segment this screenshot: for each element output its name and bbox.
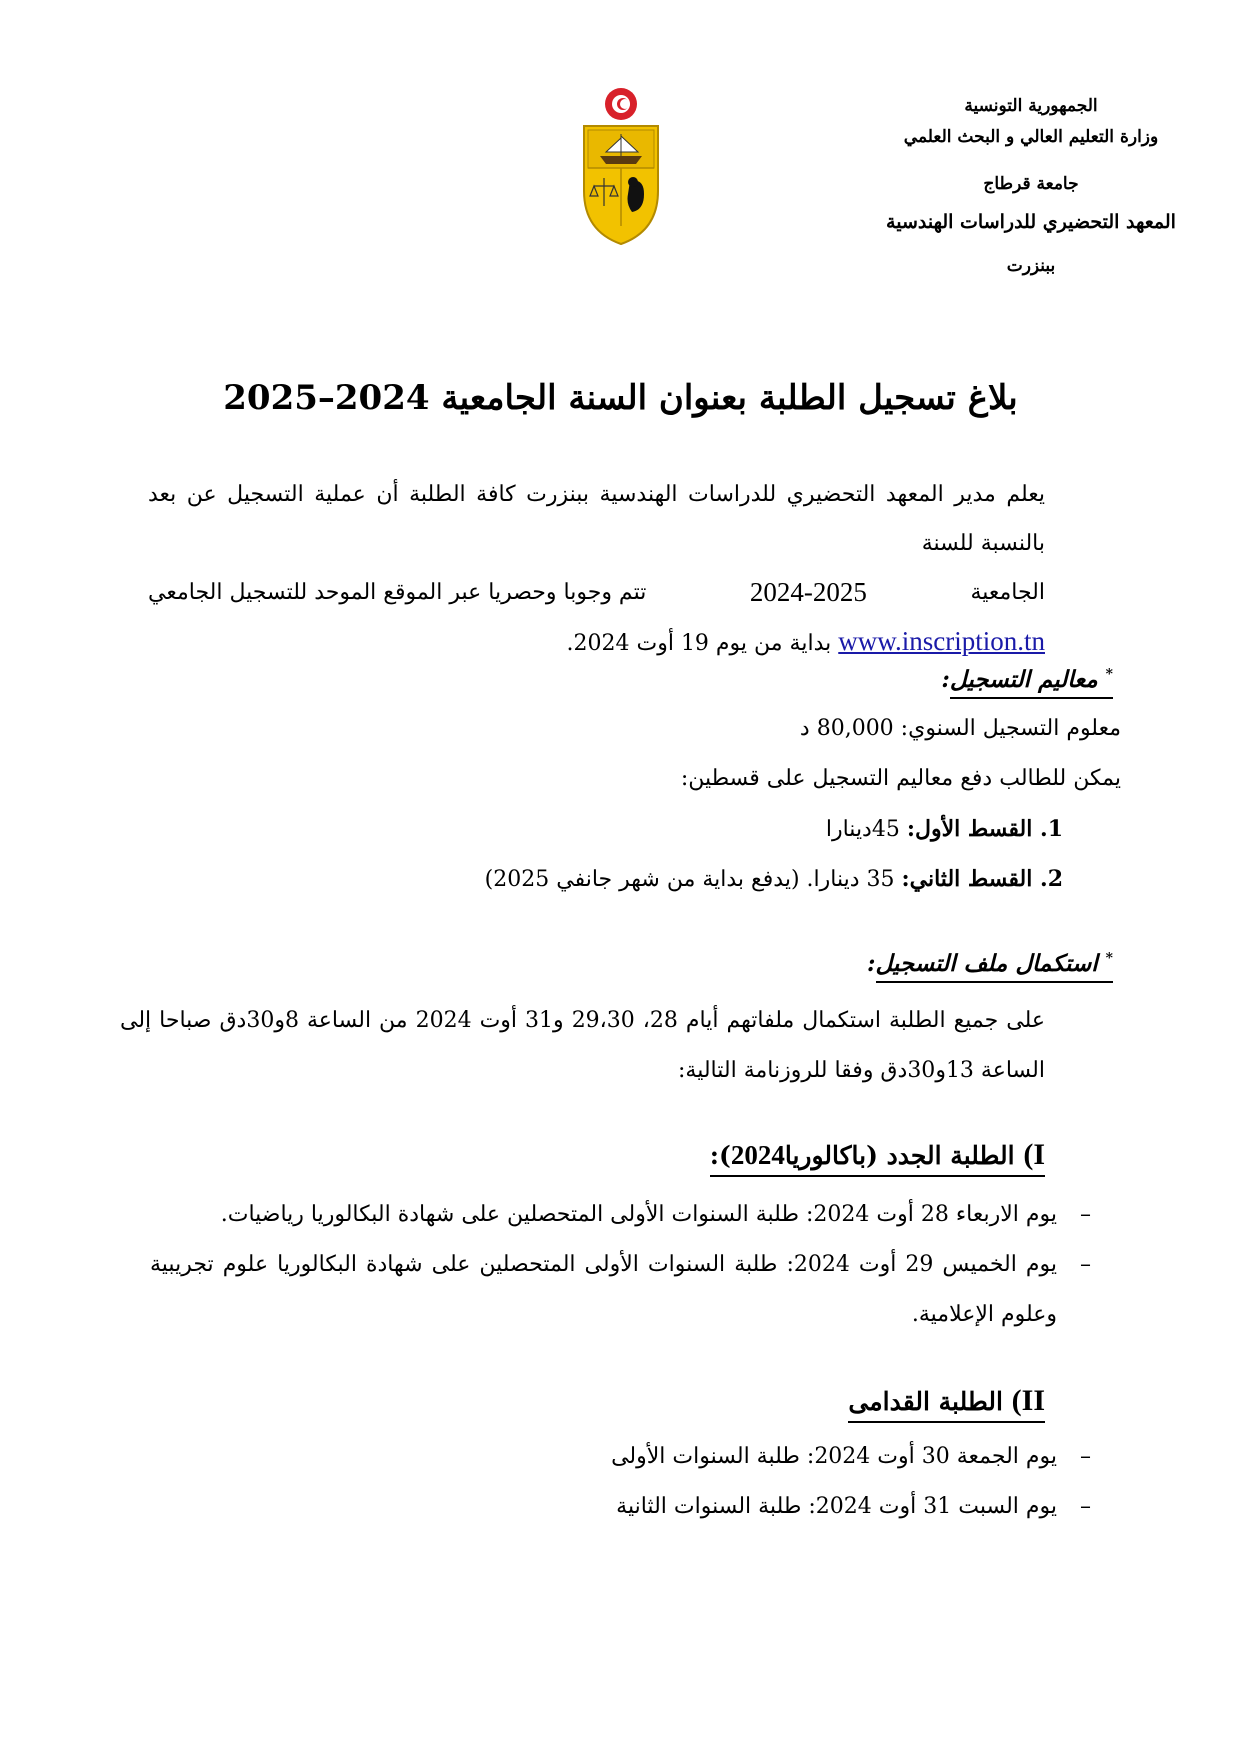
ministry-name: وزارة التعليم العالي و البحث العلمي [903, 127, 1159, 147]
intro-line-2-b: تتم وجوبا وحصريا عبر الموقع الموحد للتسجيل الجامعي [148, 580, 647, 605]
section-1-year: 2024 [730, 1140, 785, 1170]
completion-heading-text: استكمال ملف التسجيل [875, 950, 1098, 977]
list-item: – يوم السبت 31 أوت 2024: طلبة السنوات الثانية [150, 1482, 1091, 1532]
city-name: ببنزرت [1006, 256, 1056, 276]
section-1-roman: I) [1023, 1138, 1045, 1171]
fees-heading: * معاليم التسجيل: [941, 666, 1113, 699]
intro-line-2 [148, 568, 1045, 617]
annual-fee: معلوم التسجيل السنوي: 80,000 د [799, 716, 1121, 741]
installment-1-label: 1. القسط الأول: [906, 816, 1063, 842]
installment-1-value: 45دينارا [825, 817, 907, 842]
completion-text: على جميع الطلبة استكمال ملفاتهم أيام 28، 29،30 و31 أوت 2024 من الساعة 8و30دق صباحا إلى الساعة 13و30دق وفقا للروزنامة التالية: [120, 1008, 1046, 1083]
section-2-roman: II) [1011, 1384, 1045, 1417]
letterhead [881, 98, 1181, 289]
section-2-list [150, 1432, 1091, 1532]
completion-heading: * استكمال ملف التسجيل: [867, 950, 1113, 983]
intro-line-1: يعلم مدير المعهد التحضيري للدراسات الهندسية ببنزرت كافة الطلبة أن عملية التسجيل عن بعد بالنسبة للسنة [148, 482, 1045, 556]
coat-of-arms-icon [578, 86, 664, 246]
intro-line-2-a: الجامعية [970, 580, 1045, 605]
installment-2-label: 2. القسط الثاني: [901, 866, 1063, 892]
republic-name: الجمهورية التونسية [964, 96, 1098, 116]
page-title: بلاغ تسجيل الطلبة بعنوان السنة الجامعية 2024–2025 [223, 378, 1018, 418]
section-old-students-heading [848, 1384, 1045, 1423]
list-item: – يوم الجمعة 30 أوت 2024: طلبة السنوات الأولى [150, 1432, 1091, 1482]
installment-2 [485, 866, 1063, 892]
section-1-tail: ): [709, 1141, 731, 1170]
university-name: جامعة قرطاج [983, 174, 1079, 194]
section-1-title: الطلبة الجدد (باكالوريا [784, 1141, 1024, 1170]
section-2-title: الطلبة القدامى [848, 1387, 1012, 1416]
section-1-list [150, 1190, 1091, 1340]
intro-paragraph [148, 470, 1045, 668]
registration-link[interactable]: www.inscription.tn [838, 626, 1045, 656]
section-new-students-heading [710, 1138, 1045, 1177]
academic-year: 2024-2025 [749, 577, 867, 607]
installment-1 [826, 816, 1063, 842]
list-item: – يوم الخميس 29 أوت 2024: طلبة السنوات الأولى المتحصلين على شهادة البكالوريا علوم تجريبية وعلوم الإعلامية. [150, 1240, 1091, 1340]
institute-name: المعهد التحضيري للدراسات الهندسية [886, 211, 1176, 233]
list-item: – يوم الاربعاء 28 أوت 2024: طلبة السنوات الأولى المتحصلين على شهادة البكالوريا رياضيات. [150, 1190, 1091, 1240]
installment-2-value: 35 دينارا. (يدفع بداية من شهر جانفي 2025) [484, 867, 902, 892]
fees-heading-text: معاليم التسجيل [949, 666, 1098, 693]
intro-line-3 [148, 617, 1045, 668]
installments-intro: يمكن للطالب دفع معاليم التسجيل على قسطين: [680, 766, 1121, 791]
intro-line-3-b: بداية من يوم 19 أوت 2024. [566, 631, 832, 656]
